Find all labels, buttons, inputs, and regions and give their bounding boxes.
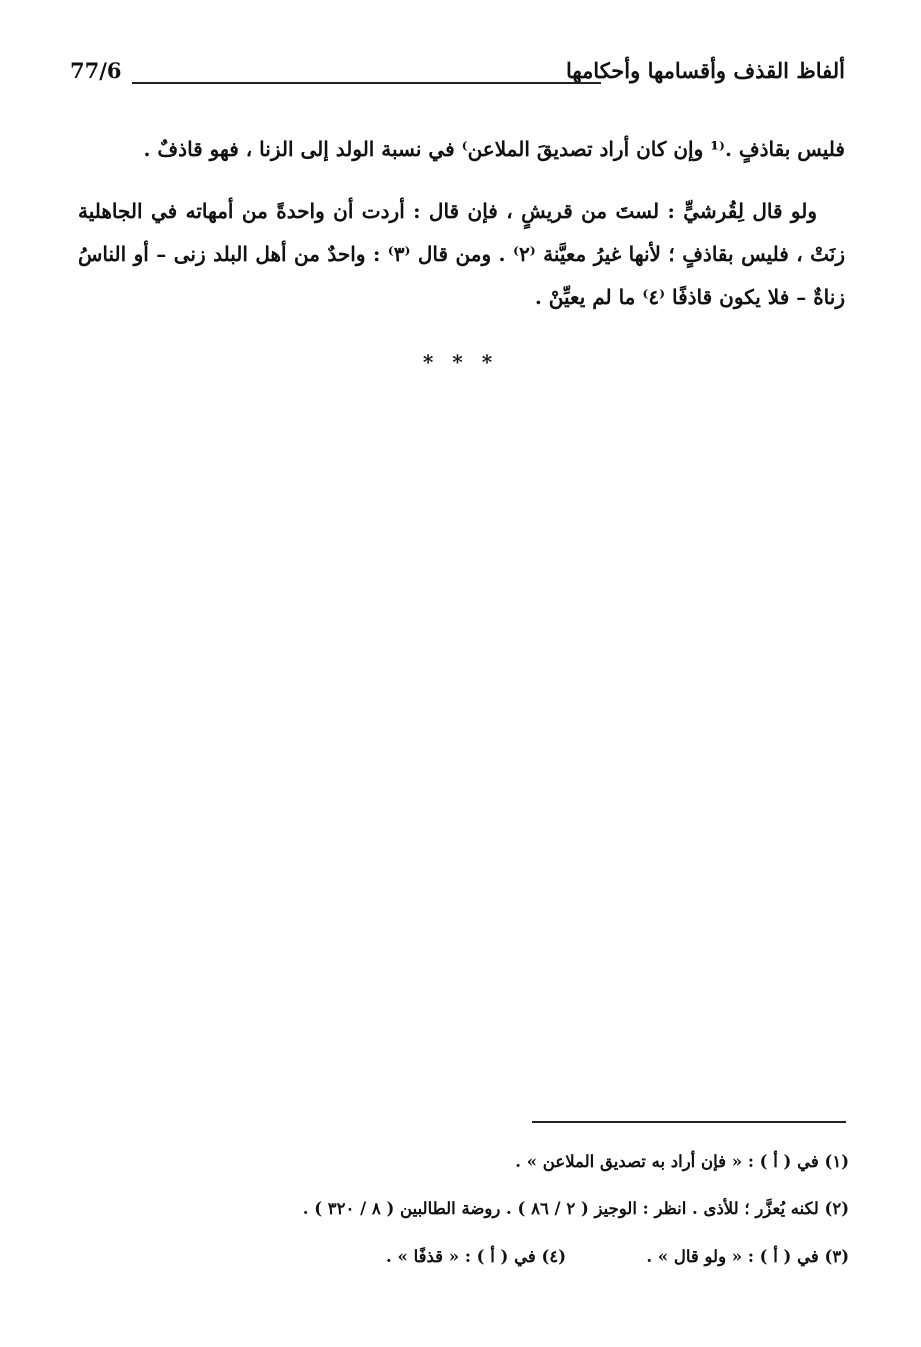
- footnote-1: (١) في ( أ ) : « فإن أراد به تصديق الملاعن » .: [515, 1152, 849, 1171]
- footnote-rule: [532, 1121, 846, 1123]
- body-paragraph-2: ولو قال لِقُرشيٍّ : لستَ من قريشٍ ، فإن قال : أردت أن واحدةً من أمهاته في الجاهلية زنَتْ ، فليس بقاذفٍ ؛ لأنها غيرُ معيَّنة ⁽٢⁾ . ومن قال ⁽٣⁾ : واحدٌ من أهل البلد زنى – أو الناسُ زناةٌ – فلا يكون قاذفًا ⁽٤⁾ ما لم يعيِّنْ .: [78, 199, 845, 309]
- footnote-4: (٤) في ( أ ) : « قذفًا » .: [386, 1247, 566, 1266]
- section-separator: * * *: [422, 350, 499, 374]
- footnote-2: (٢) لكنه يُعزَّر ؛ للأذى . انظر : الوجيز ( ٢ / ٨٦ ) . روضة الطالبين ( ٨ / ٣٢٠ ) .: [302, 1199, 849, 1218]
- running-header: [70, 52, 845, 92]
- body-paragraph-1: فليس بقاذفٍ .⁽¹ وإن كان أراد تصديقَ الملاعن⁾ في نسبة الولد إلى الزنا ، فهو قاذفٌ .: [143, 137, 845, 161]
- header-rule: [132, 82, 601, 84]
- header-title: ألفاظ القذف وأقسامها وأحكامها: [565, 58, 845, 83]
- footnote-3: (٣) في ( أ ) : « ولو قال » .: [646, 1247, 849, 1266]
- page-number: 77/6: [70, 58, 122, 83]
